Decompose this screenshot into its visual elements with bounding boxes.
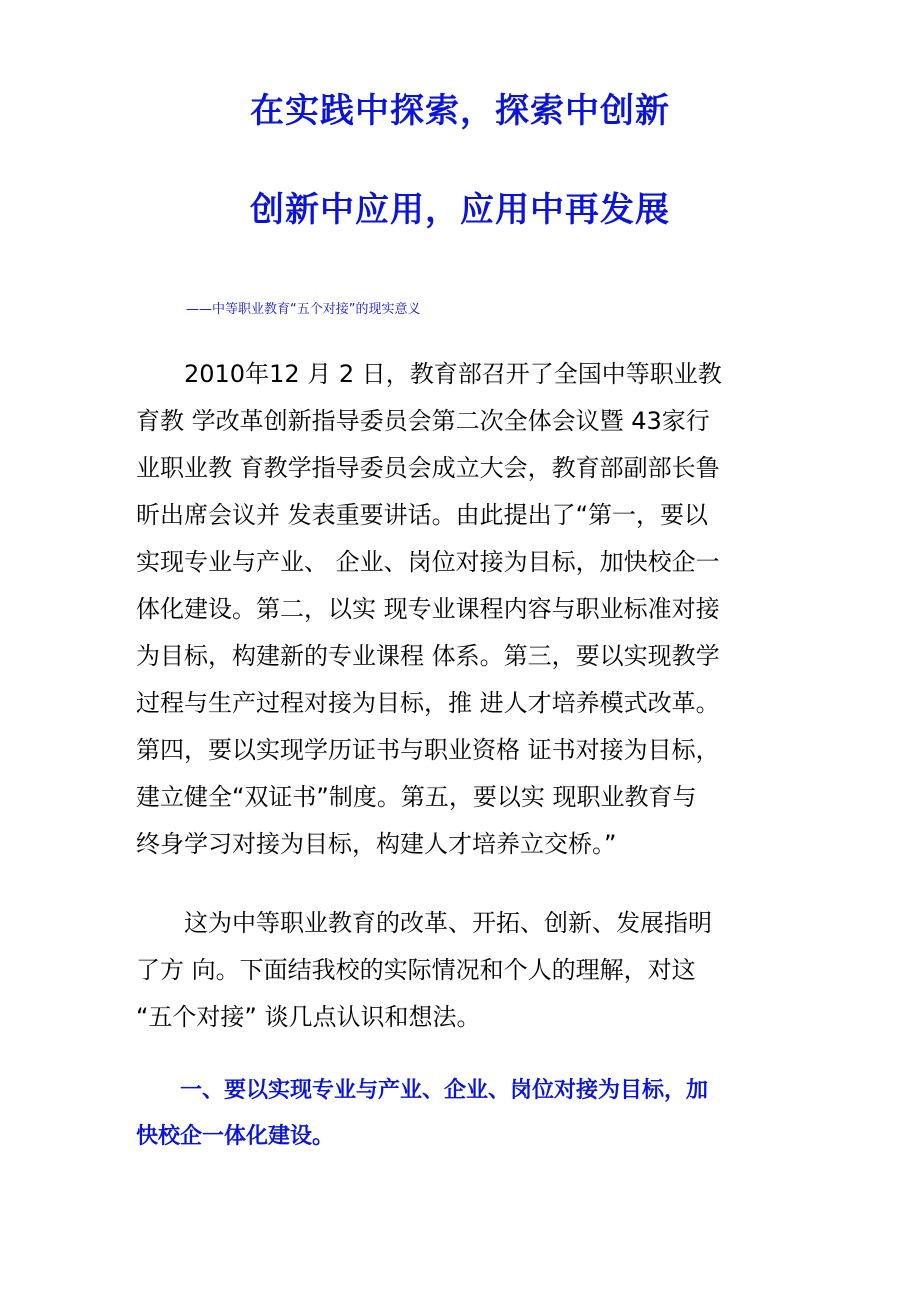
section-heading-line: 一、要以实现专业与产业、企业、岗位对接为目标，加 [136, 1078, 709, 1103]
paragraph-1-line: 终身学习对接为目标，构建人才培养立交桥。” [136, 830, 617, 858]
title-line-2: 创新中应用，应用中再发展 [250, 190, 670, 230]
paragraph-1-line: 第四，要以实现学历证书与职业资格 证书对接为目标， [136, 736, 720, 764]
paragraph-2-line: 这为中等职业教育的改革、开拓、创新、发展指明 [136, 909, 712, 937]
paragraph-1-line: 昕出席会议并 发表重要讲话。由此提出了“第一，要以 [136, 501, 709, 529]
section-heading-line: 快校企一体化建设。 [136, 1124, 335, 1149]
paragraph-1-line: 实现专业与产业、 企业、岗位对接为目标，加快校企一 [136, 548, 720, 576]
subtitle: ——中等职业教育“五个对接”的现实意义 [186, 302, 421, 317]
paragraph-1-line: 体化建设。第二，以实 现专业课程内容与职业标准对接 [136, 595, 720, 623]
paragraph-1-line: 为目标，构建新的专业课程 体系。第三，要以实现教学 [136, 642, 720, 670]
paragraph-2-line: 了方 向。下面结我校的实际情况和个人的理解，对这 [136, 956, 696, 984]
paragraph-1-line: 建立健全“双证书”制度。第五，要以实 现职业教育与 [136, 783, 697, 811]
paragraph-1-line: 业职业教 育教学指导委员会成立大会，教育部副部长鲁 [136, 454, 720, 482]
paragraph-1-line: 2010年12 月 2 日，教育部召开了全国中等职业教 [136, 360, 722, 388]
title-line-1: 在实践中探索，探索中创新 [250, 91, 670, 131]
paragraph-1-line: 育教 学改革创新指导委员会第二次全体会议暨 43家行 [136, 407, 710, 435]
paragraph-2-line: “五个对接” 谈几点认识和想法。 [136, 1003, 481, 1031]
paragraph-1-line: 过程与生产过程对接为目标，推 进人才培养模式改革。 [136, 689, 720, 717]
